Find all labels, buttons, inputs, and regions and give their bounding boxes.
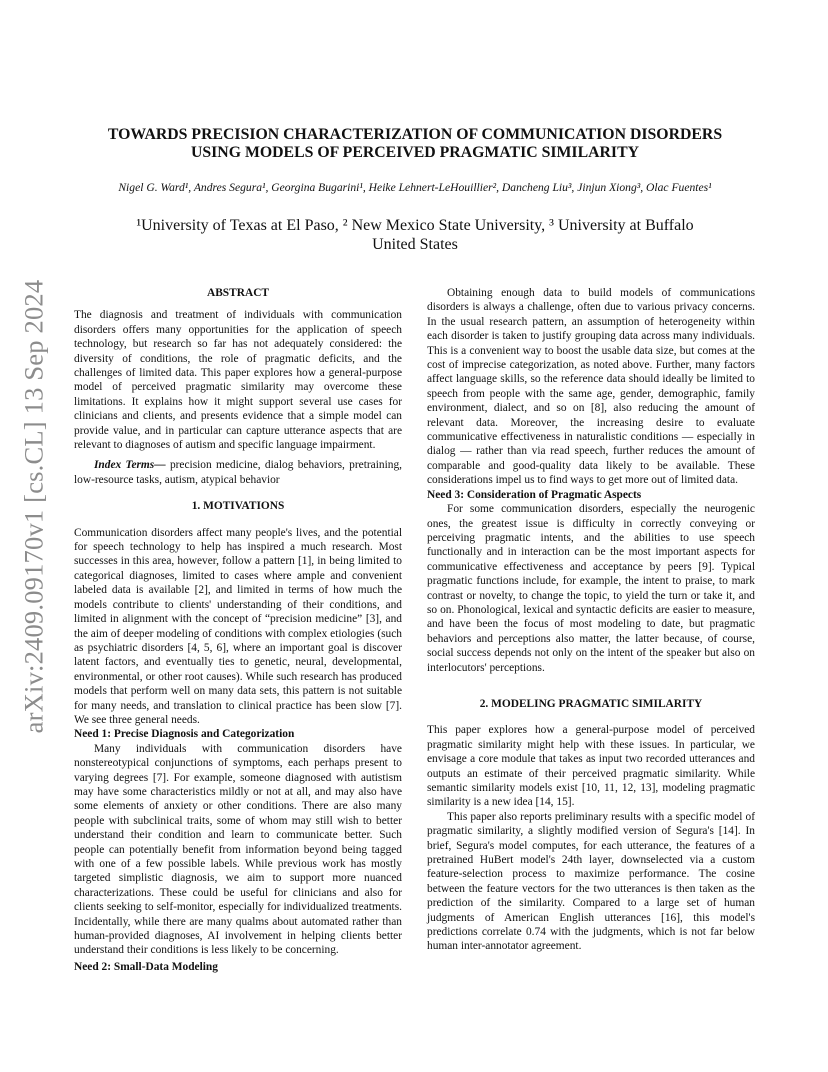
index-terms-label: Index Terms— [94, 459, 166, 472]
section-2-paragraph-2: This paper also reports preliminary results with a specific model of pragmatic similarity, a slightly modified version of Segura's [14]. In brief, Segura's model computes, for each utterance, the features of a pretrained HuBert model's 24th layer, downselected via a custom feature-selection process to maximize performance. The cosine between the feature vectors for the two utterances is then taken as the prediction of the similarity. Compared to a large set of human judgments of American English utterances [16], this model's predictions correlate 0.74 with the judgments, which is not far below human inter-annotator agreement. [427, 810, 755, 953]
affiliation-line-1: ¹University of Texas at El Paso, ² New Mexico State University, ³ University at Buffalo [136, 217, 694, 234]
need-3-text: For some communication disorders, especially the neurogenic ones, the greatest issue is difficulty in correctly conveying or perceiving pragmatic intents, and the abilities to use speech functionally and in interaction can be the most important aspects for communicative effectiveness and acceptance by peers [9]. Typical pragmatic functions include, for example, the intent to praise, to mark contrast or novelty, to change the topic, to yield the turn or take it, and so on. Phonological, lexical and syntactic deficits are easier to measure, and have been the focus of most modeling to date, but pragmatic behaviors and perceptions also matter, the latter because, of course, social success depends not only on the intent of the speaker but also on interlocutors' perceptions. [427, 503, 755, 674]
arxiv-identifier: arXiv:2409.09170v1 [cs.CL] 13 Sep 2024 [18, 279, 49, 733]
need-1-text: Many individuals with communication disorders have nonstereotypical conjunctions of symptoms, each perhaps present to varying degrees [7]. For example, someone diagnosed with autistism may have some characteristics mildly or not at all, and may also have some elements of anxiety or other conditions. There are also many people with subclinical traits, some of whom may still wish to better understand their condition and learn to communicate better. Such people can potentially benefit from information beyond being tagged with one of a few possible labels. While previous work has mostly targeted simplistic diagnosis, we aim to support more nuanced characterizations. These could be useful for clinicians and also for clients seeking to self-monitor, especially for individualized treatments. Incidentally, while there are many qualms about automated rather than human-provided diagnoses, AI involvement in helping clients better understand their conditions is less likely to be concerning. [74, 742, 402, 957]
section-2-heading: 2. MODELING PRAGMATIC SIMILARITY [479, 697, 703, 710]
section-1-paragraph: Communication disorders affect many people's lives, and the potential for speech technology to help has inspired a much research. Most successes in this area, however, follow a pattern [1], in being limited to categorical diagnoses, limited to cases where ample and convenient labeled data is available [2], and limited in terms of how much the models contribute to clients' understanding of their conditions, and limited in alignment with the concept of “precision medicine” [3], and the aim of deeper modeling of conditions with complex etiologies (such as psychiatric disorders [4, 5, 6], where an important goal is discover latent factors, and eventually ties to genetic, neural, developmental, environmental, or other root causes). While such research has produced models that perform well on many data sets, this pattern is not suitable for many needs, and translation to clinical practice has been slow [7]. We see three general needs. [74, 526, 402, 726]
need-1-heading: Need 1: Precise Diagnosis and Categorization [74, 728, 295, 741]
index-terms [74, 458, 402, 487]
paper-title-block [74, 126, 756, 162]
arxiv-stamp [14, 256, 54, 756]
left-column [74, 286, 402, 974]
need-2-heading: Need 2: Small-Data Modeling [74, 960, 218, 973]
author-list: Nigel G. Ward¹, Andres Segura¹, Georgina Bugarini¹, Heike Lehnert-LeHouillier², Dancheng Liu³, Jinjun Xiong³, Olac Fuentes¹ [118, 181, 712, 194]
abstract-text: The diagnosis and treatment of individuals with communication disorders offers many opportunities for the application of speech technology, but research so far has not adequately considered: the diversity of conditions, the role of pragmatic deficits, and the challenges of limited data. This paper explores how a general-purpose model of perceived pragmatic similarity may overcome these limitations. It explains how it might support several use cases for clinicians and clients, and presents evidence that a simple model can provide value, and in particular can capture utterance aspects that are relevant to diagnoses of autism and specific language impairment. [74, 309, 402, 452]
need-3-heading: Need 3: Consideration of Pragmatic Aspects [427, 488, 642, 501]
affiliations [74, 216, 756, 254]
abstract-heading: ABSTRACT [206, 287, 270, 299]
section-2-paragraph-1: This paper explores how a general-purpose model of perceived pragmatic similarity might help with these issues. In particular, we envisage a core module that takes as input two recorded utterances and outputs an estimate of their perceived pragmatic similarity. While semantic similarity models exist [10, 11, 12, 13], modeling pragmatic similarity is a new idea [14, 15]. [427, 724, 755, 809]
index-terms-text: precision medicine, dialog behaviors, pretraining, low-resource tasks, autism, atypical behavior [74, 459, 402, 486]
section-1-heading: 1. MOTIVATIONS [191, 500, 285, 513]
need-2-text: Obtaining enough data to build models of communications disorders is always a challenge, often due to various privacy concerns. In the usual research pattern, an assumption of heterogeneity within each disorder is taken to justify grouping data across many individuals. This is a convenient way to boost the usable data size, but comes at the cost of imprecise categorization, as noted above. Further, many factors affect language skills, so the reference data should ideally be limited to speech from people with the same age, gender, demographic, family environment, dialect, and so on [8], also reducing the amount of relevant data. Moreover, the increasing desire to evaluate communicative effectiveness in naturalistic conditions — especially in dialog — rather than via read speech, further reduces the amount of comparable and good-quality data likely to be available. These considerations impel us to find ways to get more out of limited data. [427, 287, 755, 487]
paper-title-line-2: USING MODELS OF PERCEIVED PRAGMATIC SIMILARITY [190, 144, 640, 161]
right-column [427, 286, 755, 954]
affiliation-line-2: United States [372, 236, 458, 253]
paper-title-line-1: TOWARDS PRECISION CHARACTERIZATION OF COMMUNICATION DISORDERS [107, 126, 723, 143]
